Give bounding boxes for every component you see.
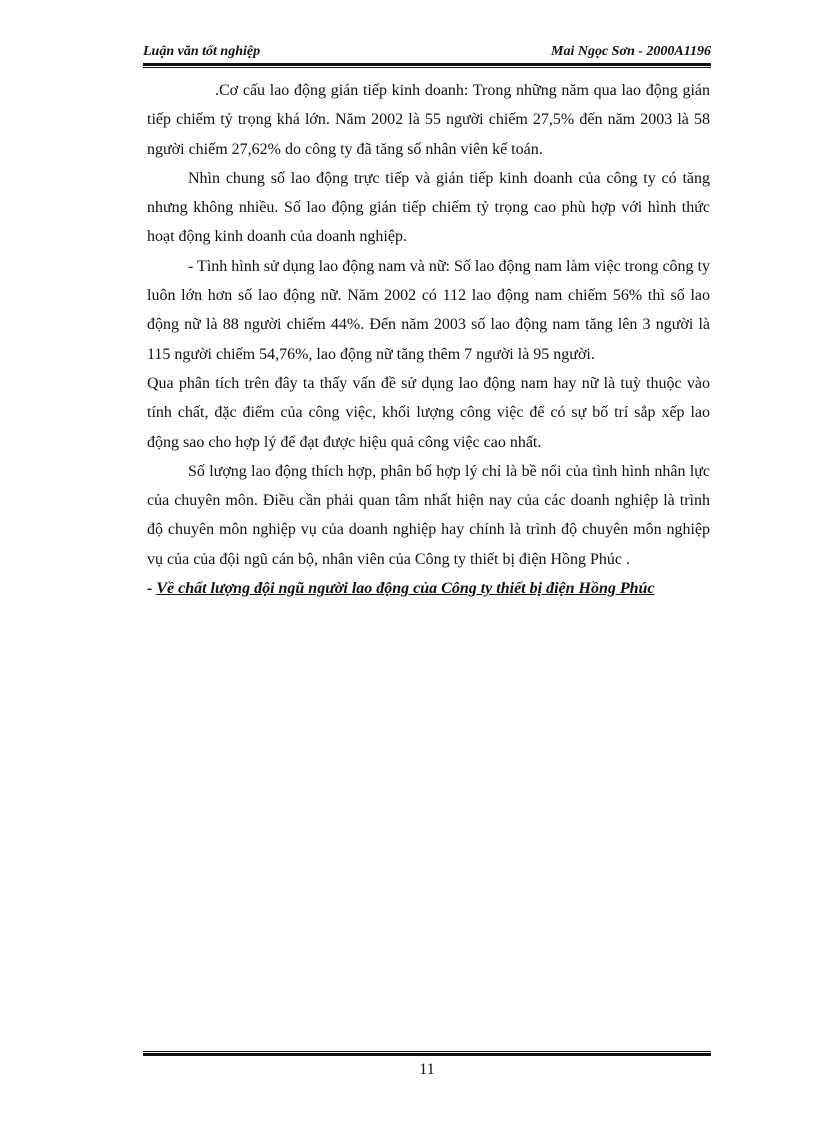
paragraph-staff-quality: Số lượng lao động thích hợp, phân bố hợp lý chỉ là bề nổi của tình hình nhân lực của chuyên môn. Điều cần phải quan tâm nhất hiện nay của các doanh nghiệp là trình độ chuyên môn nghiệp vụ của doanh nghiệp hay chính là trình độ chuyên môn nghiệp vụ của của đội ngũ cán bộ, nhân viên của Công ty thiết bị điện Hồng Phúc . [147,462,710,568]
header-divider [143,63,711,68]
paragraph-indirect-labor: .Cơ cấu lao động gián tiếp kinh doanh: Trong những năm qua lao động gián tiếp chiếm tỷ trọng khá lớn. Năm 2002 là 55 người chiếm 27,5% đến năm 2003 là 58 người chiếm 27,62% do công ty đã tăng số nhân viên kế toán. [147,82,710,158]
page-header [143,44,711,66]
footer-divider [143,1051,711,1056]
header-author: Mai Ngọc Sơn - 2000A1196 [551,44,711,59]
document-body [147,76,710,603]
section-heading-text: Về chất lượng đội ngũ người lao động của Công ty thiết bị điện Hồng Phúc [156,580,655,598]
page-number: 11 [419,1061,435,1078]
paragraph-analysis: Qua phân tích trên đây ta thấy vấn đề sử dụng lao động nam hay nữ là tuỳ thuộc vào tính chất, đặc điểm của công việc, khối lượng công việc để có sự bố trí sắp xếp lao động sao cho hợp lý để đạt được hiệu quả công việc cao nhất. [147,374,710,451]
header-thesis-label: Luận văn tốt nghiệp [143,44,261,59]
section-heading-prefix: - [147,580,157,598]
paragraph-overall-labor: Nhìn chung số lao động trực tiếp và gián tiếp kinh doanh của công ty có tăng nhưng không nhiều. Số lao động gián tiếp chiếm tỷ trọng cao phù hợp với hình thức hoạt động kinh doanh của doanh nghiệp. [147,169,710,246]
section-heading [147,574,710,603]
paragraph-gender-labor: - Tình hình sử dụng lao động nam và nữ: Số lao động nam làm việc trong công ty luôn lớn hơn số lao động nữ. Năm 2002 có 112 lao động nam chiếm 56% thì số lao động nữ là 88 người chiếm 44%. Đến năm 2003 số lao động nam tăng lên 3 người là 115 người chiếm 54,76%, lao động nữ tăng thêm 7 người là 95 người. [147,257,710,363]
